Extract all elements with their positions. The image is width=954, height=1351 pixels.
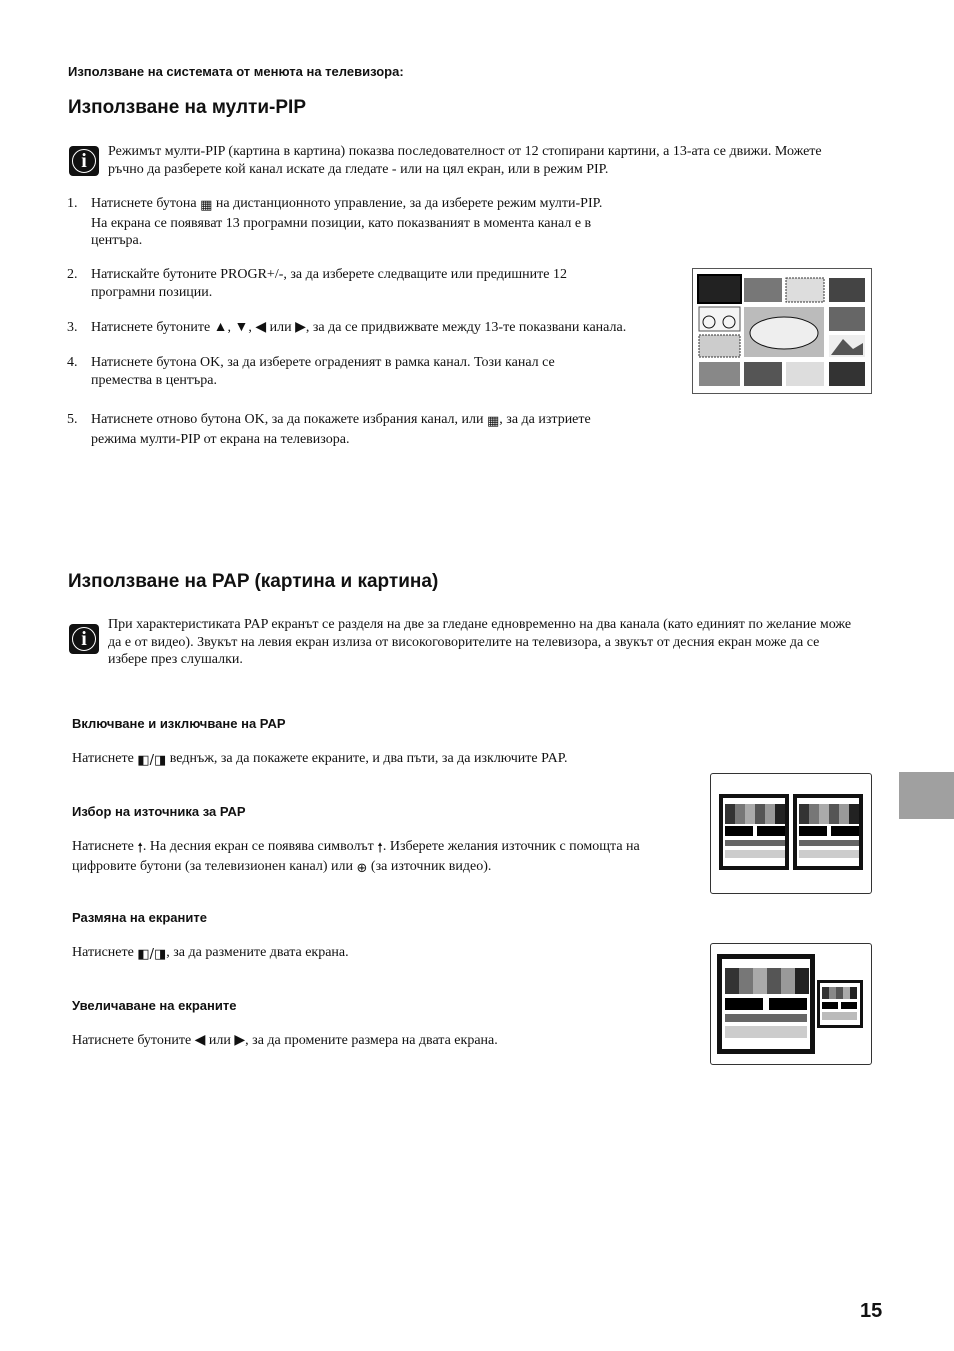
pap-swap-text: Натиснете ◧/◨, за да размените двата екрана.	[72, 945, 349, 962]
multi-pip-illustration	[692, 268, 872, 394]
pap-swap-heading: Размяна на екраните	[72, 910, 207, 925]
video-input-icon: ⊕	[356, 860, 368, 876]
pap-info: При характеристиката PAP екранът се разделя на две за гледане едновременно на два канала (като единият по желание може да е от видео). Звукът на левия екран излиза от високоговорителите на телевизора, а звукът от десния екран може да се избере през слушалки.	[108, 617, 852, 667]
pap-resized-test-pattern-graphic	[711, 944, 871, 1064]
chapter-tab	[899, 772, 954, 819]
pip-title: Използване на мулти-PIP	[68, 97, 306, 118]
section-header: Използване на системата от менюта на телевизора:	[68, 64, 404, 79]
source-arrow-icon: 🠕	[137, 841, 143, 856]
pap-resize-text: Натиснете бутоните ◀ или ▶, за да промените размера на двата екрана.	[72, 1033, 498, 1048]
multi-pip-button-icon: ▦	[200, 198, 213, 213]
info-icon: i	[69, 146, 99, 176]
pap-toggle-heading: Включване и изключване на PAP	[72, 716, 286, 731]
multi-pip-grid-graphic	[693, 269, 871, 393]
source-arrow-icon: 🠕	[377, 841, 383, 856]
pap-title: Използване на PAP (картина и картина)	[68, 571, 439, 592]
pap-equal-screens-illustration	[710, 773, 872, 894]
multi-pip-button-icon: ▦	[487, 414, 500, 429]
pap-button-icon: ◧/◨	[137, 753, 167, 768]
pap-source-text: Натиснете 🠕. На десния екран се появява символът 🠕. Изберете желания източник с помощта на цифровите бутони (за телевизионен канал) или ⊕ (за източник видео).	[72, 839, 640, 876]
info-icon: i	[69, 624, 99, 654]
swap-button-icon: ◧/◨	[137, 947, 167, 962]
pap-test-pattern-graphic	[711, 774, 871, 893]
page-number: 15	[860, 1300, 883, 1322]
pap-resized-screens-illustration	[710, 943, 872, 1065]
pip-info: Режимът мулти-PIP (картина в картина) показва последователност от 12 стопирани картини, а 13-ата се движи. Можете ръчно да разберете кой канал искате да гледате - или на цял екран, или в режим PIP.	[108, 144, 822, 177]
pap-resize-heading: Увеличаване на екраните	[72, 998, 237, 1013]
pap-source-heading: Избор на източника за PAP	[72, 804, 246, 819]
pap-toggle-text: Натиснете ◧/◨ веднъж, за да покажете екраните, и два пъти, за да изключите PAP.	[72, 751, 568, 768]
